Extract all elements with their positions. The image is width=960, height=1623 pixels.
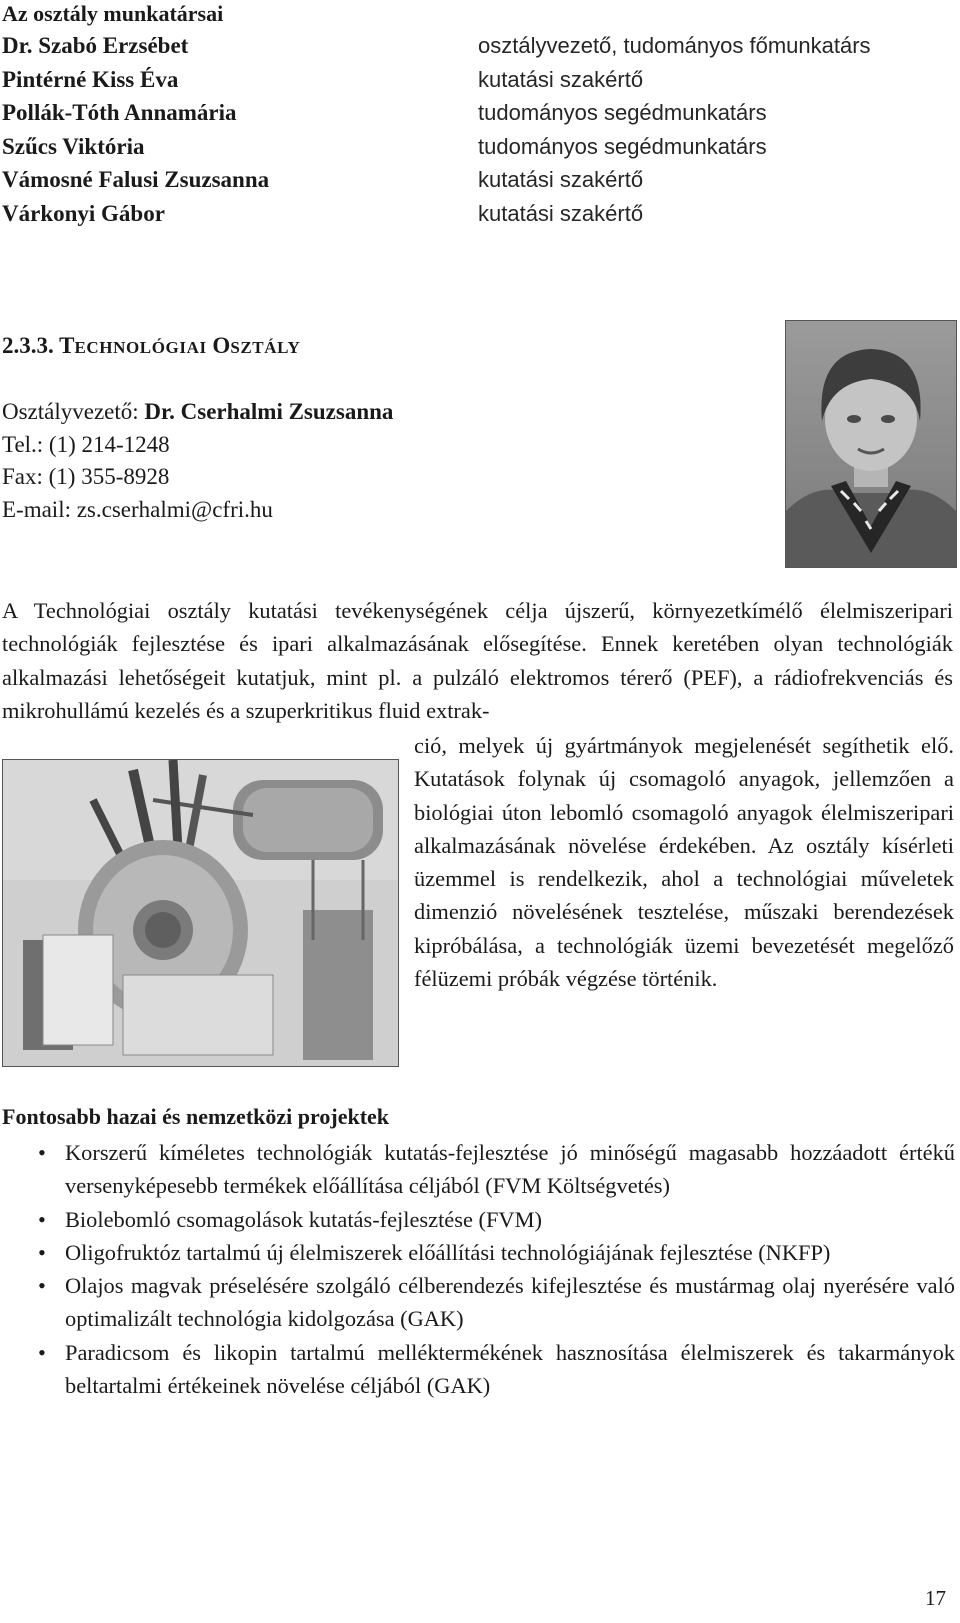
staff-row	[2, 130, 942, 164]
staff-name: Várkonyi Gábor	[2, 200, 165, 226]
department-head-name: Dr. Cserhalmi Zsuzsanna	[144, 399, 394, 424]
contact-block	[2, 396, 393, 526]
staff-role: kutatási szakértő	[478, 66, 644, 92]
project-text: Biolebomló csomagolások kutatás-fejlesztése (FVM)	[65, 1206, 542, 1232]
staff-list	[2, 29, 942, 230]
staff-role: tudományos segédmunkatárs	[478, 100, 767, 125]
bullet: •	[38, 1239, 46, 1265]
project-text: Olajos magvak préselésére szolgáló célberendezés kifejlesztése és mustármag olaj nyerésére való optimalizált technológia kidolgozása (GAK)	[65, 1273, 955, 1332]
staff-name: Pintérné Kiss Éva	[2, 66, 179, 92]
staff-name: Szűcs Viktória	[2, 133, 145, 159]
bullet: •	[38, 1140, 46, 1165]
section-number: 2.3.3.	[2, 333, 54, 358]
staff-name: Vámosné Falusi Zsuzsanna	[2, 167, 270, 192]
list-item	[35, 1236, 955, 1269]
list-item	[35, 1203, 955, 1236]
staff-name: Dr. Szabó Erzsébet	[2, 33, 189, 58]
bullet: •	[38, 1339, 46, 1365]
bullet: •	[38, 1273, 46, 1299]
project-text: Paradicsom és likopin tartalmú melléktermékének hasznosítása élelmiszerek és takarmányok beltartalmi értékeinek növelése céljából (GAK)	[65, 1339, 955, 1399]
staff-row	[2, 96, 942, 130]
section-title-o-rest: SZTÁLY	[230, 338, 301, 357]
staff-heading: Az osztály munkatársai	[2, 1, 224, 26]
staff-role: osztályvezető, tudományos főmunkatárs	[478, 33, 871, 58]
page-number: 17	[925, 1586, 946, 1610]
equipment-photo	[2, 759, 399, 1067]
list-item	[35, 1269, 955, 1336]
department-head	[2, 396, 393, 429]
staff-row	[2, 163, 942, 197]
projects-heading: Fontosabb hazai és nemzetközi projektek	[2, 1104, 390, 1129]
list-item	[35, 1336, 955, 1403]
section-title-o: O	[212, 333, 231, 358]
section-title	[2, 333, 300, 359]
staff-role: kutatási szakértő	[478, 167, 644, 192]
section-title-t-rest: ECHNOLÓGIAI	[74, 338, 207, 357]
staff-name: Pollák-Tóth Annamária	[2, 100, 237, 125]
staff-role: kutatási szakértő	[478, 200, 644, 226]
description-paragraph: A Technológiai osztály kutatási tevékenységének célja újszerű, környezetkímélő élelmiszeripari technológiák fejlesztése és ipari alkalmazásának elősegítése. Ennek keretében olyan technológiák alkalmazási lehetőségeit kutatjuk, mint pl. a pulzáló elektromos térerő (PEF), a rádiofrekvenciás és mikrohullámú kezelés és a szuperkritikus fluid extrak-	[2, 598, 953, 723]
section-title-t: T	[59, 333, 75, 358]
project-text: Korszerű kíméletes technológiák kutatás-fejlesztése jó minőségű magasabb hozzáadott értékű versenyképesebb termékek előállítása céljából (FVM Költségvetés)	[65, 1140, 955, 1199]
department-head-label: Osztályvezető:	[2, 399, 139, 424]
projects-list	[35, 1136, 955, 1402]
project-text: Oligofruktóz tartalmú új élelmiszerek előállítási technológiájának fejlesztése (NKFP)	[65, 1239, 831, 1265]
fax-number: Fax: (1) 355-8928	[2, 464, 170, 489]
list-item	[35, 1136, 955, 1203]
staff-row	[2, 29, 942, 63]
bullet: •	[38, 1206, 46, 1232]
staff-row	[2, 63, 942, 97]
description-paragraph-continued: ció, melyek új gyártmányok megjelenését segíthetik elő. Kutatások folynak új csomagoló anyagok, jellemzően a biológiai úton lebomló csomagoló anyagok élelmiszeripari alkalmazásának növelése érdekében. Az osztály kísérleti üzemmel is rendelkezik, ahol a technológiai műveletek dimenzió növelésének tesztelése, műszaki berendezések kipróbálása, a technológiák üzemi bevezetését megelőző félüzemi próbák végzése történik.	[414, 733, 954, 992]
staff-role: tudományos segédmunkatárs	[478, 133, 767, 159]
portrait-photo	[785, 320, 957, 568]
staff-row	[2, 197, 942, 231]
email-address: E-mail: zs.cserhalmi@cfri.hu	[2, 496, 273, 522]
phone-number: Tel.: (1) 214-1248	[2, 431, 170, 457]
